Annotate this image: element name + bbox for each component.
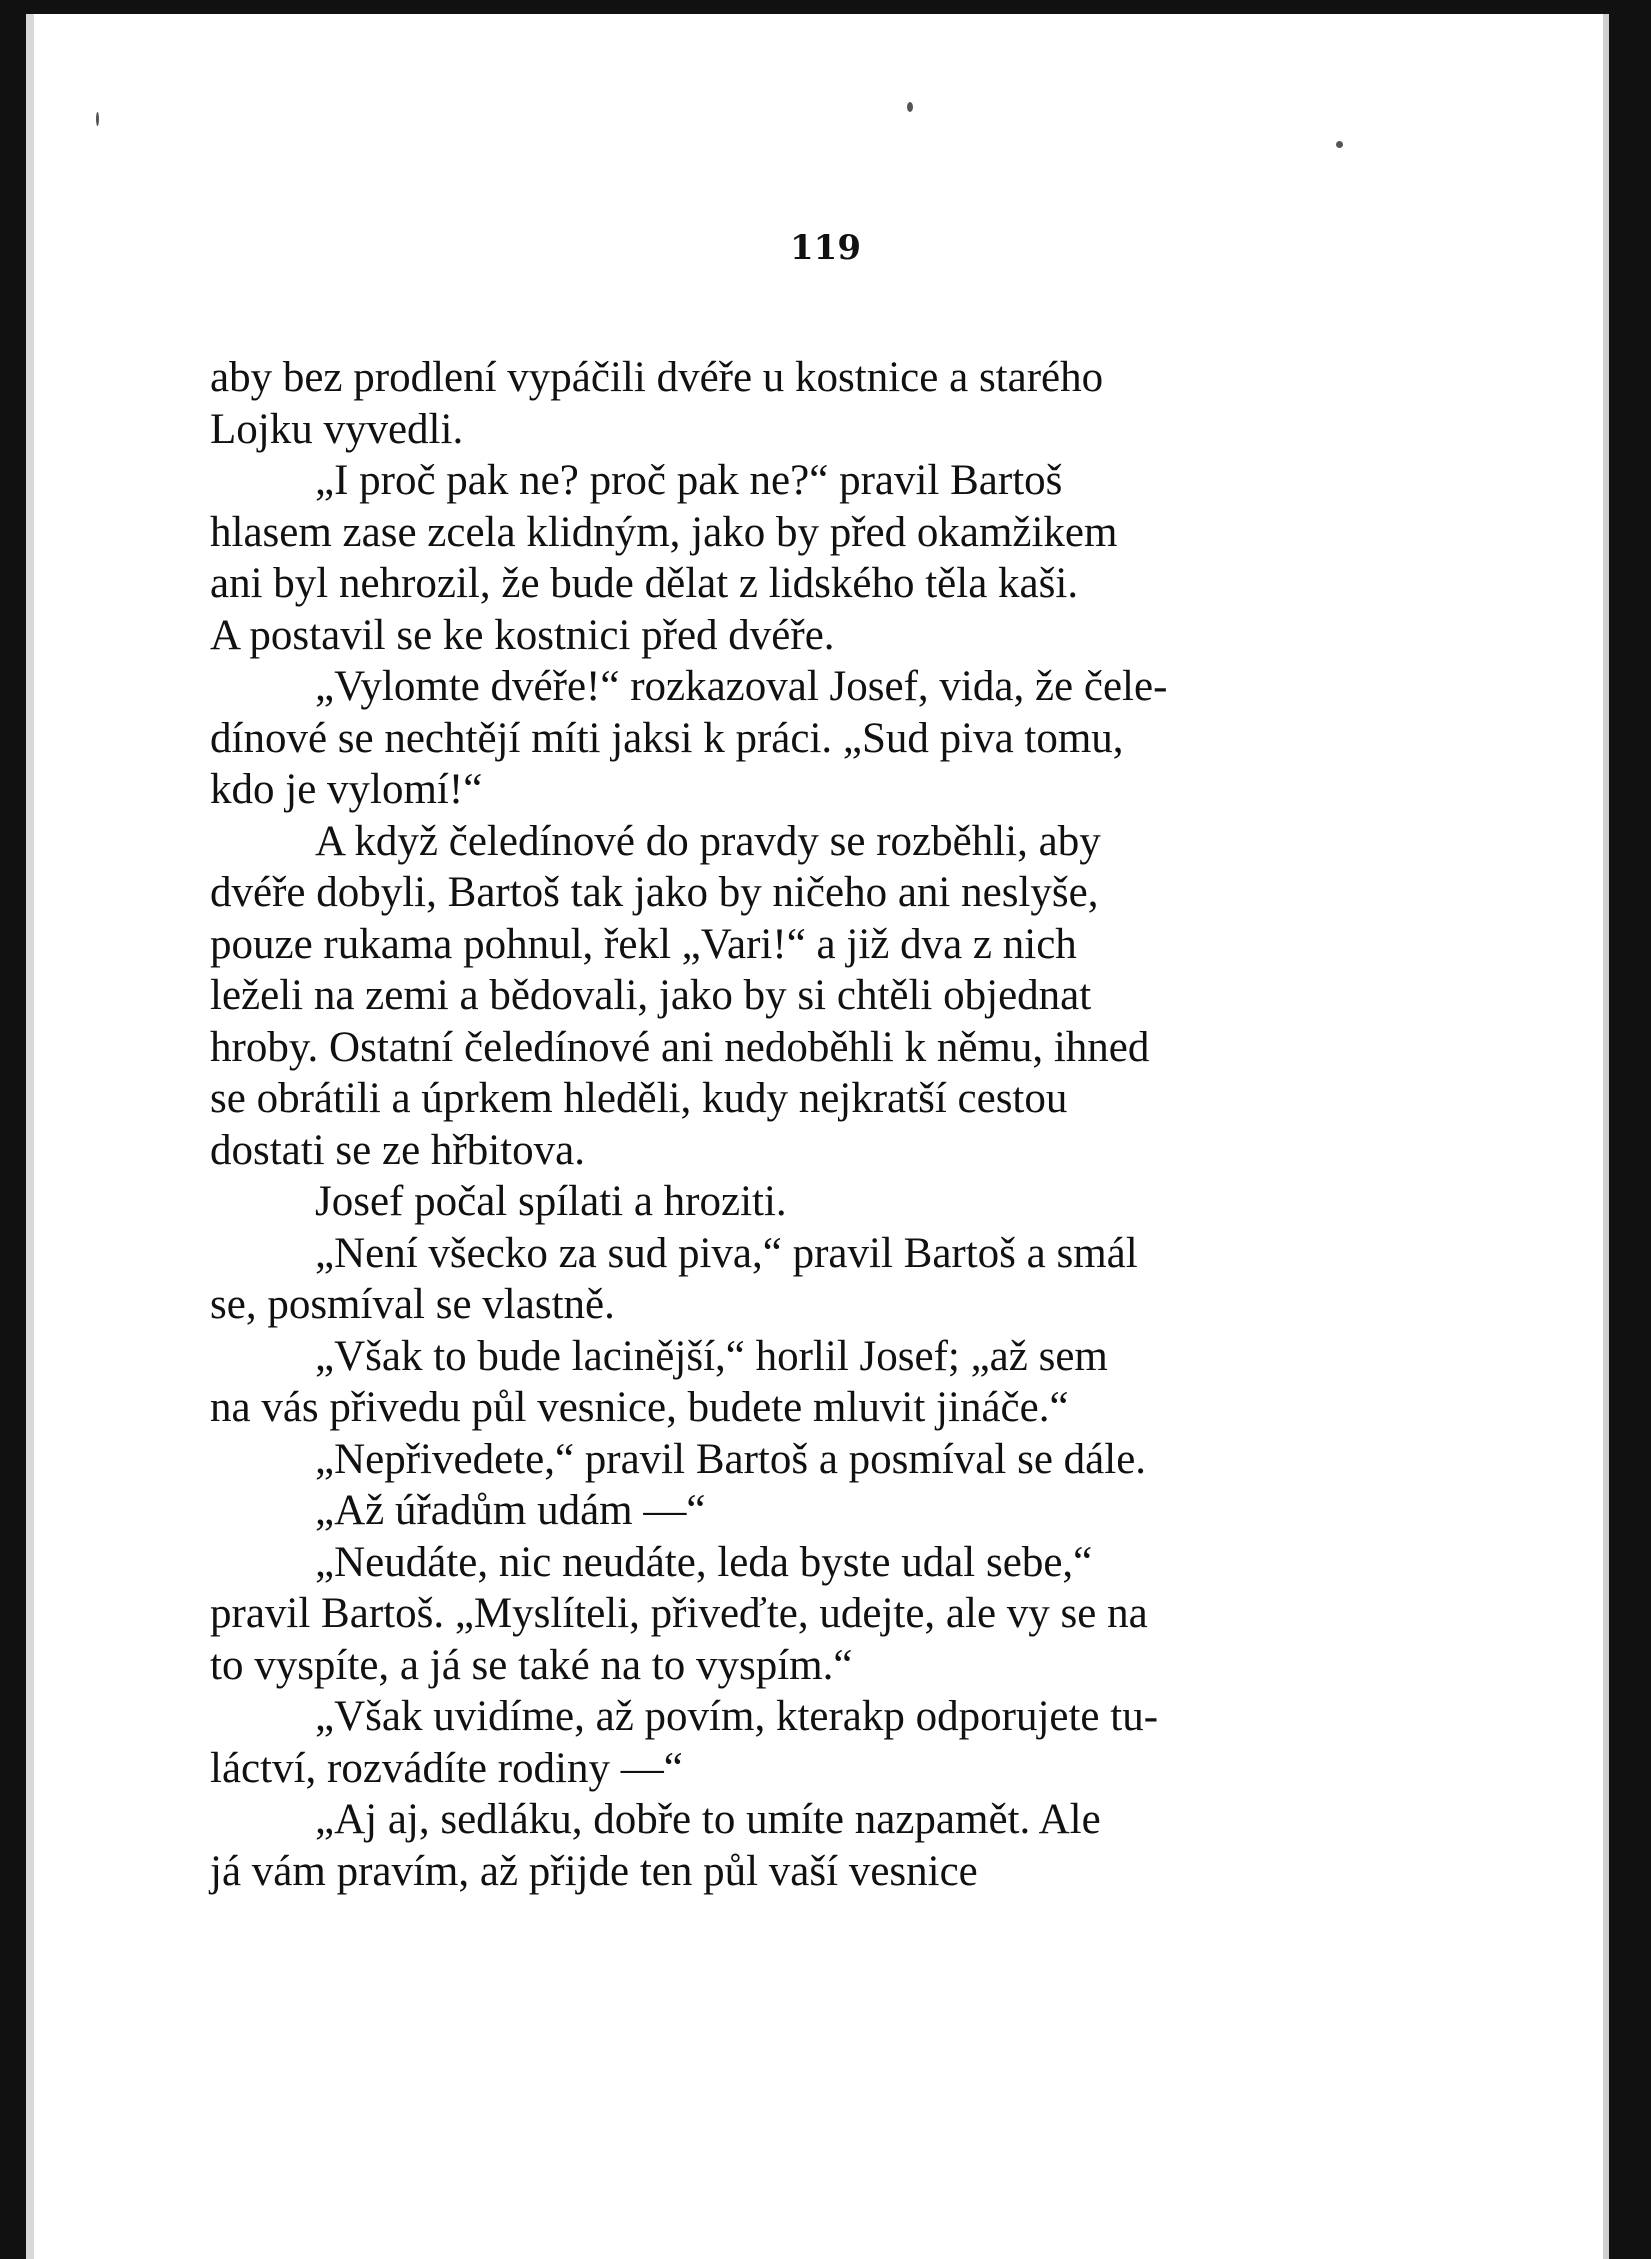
text-line: „Však to bude lacinější,“ horlil Josef; „až sem (315, 1332, 1108, 1380)
text-line: já vám pravím, až přijde ten půl vaší vesnice (210, 1847, 978, 1895)
paragraph (210, 1228, 1342, 1331)
text-line: hroby. Ostatní čeledínové ani nedoběhli k němu, ihned (210, 1023, 1150, 1071)
paragraph (210, 1794, 1342, 1897)
text-line: ani byl nehrozil, že bude dělat z lidského těla kaši. (210, 560, 1079, 607)
text-line: kdo je vylomí!“ (210, 766, 483, 813)
text-line: pouze rukama pohnul, řekl „Vari!“ a již dva z nich (210, 920, 1077, 968)
page-shadow-left (26, 14, 34, 2259)
text-line: aby bez prodlení vypáčili dvéře u kostnice a starého (210, 354, 1104, 401)
dust-speck (907, 102, 913, 112)
page-number: 119 (790, 228, 861, 268)
text-line: „Aj aj, sedláku, dobře to umíte nazpamět. Ale (315, 1796, 1101, 1843)
text-line: „Až úřadům udám —“ (315, 1487, 706, 1534)
text-line: „Není všecko za sud piva,“ pravil Bartoš a smál (315, 1229, 1138, 1277)
text-line: Lojku vyvedli. (210, 405, 464, 453)
text-line: láctví, rozvádíte rodiny —“ (210, 1744, 683, 1792)
text-line: dostati se ze hřbitova. (210, 1126, 585, 1174)
dust-speck (96, 112, 99, 126)
text-line: pravil Bartoš. „Myslíteli, přiveďte, udejte, ale vy se na (210, 1590, 1148, 1637)
text-line: „I proč pak ne? proč pak ne?“ pravil Bartoš (315, 457, 1063, 504)
text-line: na vás přivedu půl vesnice, budete mluvit jináče.“ (210, 1384, 1069, 1431)
text-line: se, posmíval se vlastně. (210, 1281, 615, 1328)
text-line: hlasem zase zcela klidným, jako by před okamžikem (210, 508, 1118, 556)
page-shadow-right (1603, 14, 1609, 2259)
text-line: „Vylomte dvéře!“ rozkazoval Josef, vida, že čele- (315, 663, 1168, 710)
text-line: „Však uvidíme, až povím, kterakp odporujete tu- (315, 1693, 1159, 1740)
scan-border-left (0, 0, 26, 2259)
body-text (210, 352, 1342, 1897)
paragraph (210, 1537, 1342, 1692)
paragraph (210, 1176, 1342, 1228)
paragraph (210, 661, 1342, 816)
paragraph (210, 1434, 1342, 1486)
text-line: A když čeledínové do pravdy se rozběhli, aby (315, 817, 1101, 865)
text-line: Josef počal spílati a hroziti. (315, 1178, 787, 1225)
text-line: dvéře dobyli, Bartoš tak jako by ničeho ani neslyše, (210, 869, 1099, 916)
text-line: „Nepřivedete,“ pravil Bartoš a posmíval se dále. (315, 1435, 1147, 1483)
text-line: dínové se nechtějí míti jaksi k práci. „Sud piva tomu, (210, 714, 1124, 762)
text-line: „Neudáte, nic neudáte, leda byste udal sebe,“ (315, 1538, 1093, 1586)
text-line: A postavil se ke kostnici před dvéře. (210, 611, 835, 659)
paragraph (210, 1331, 1342, 1434)
paragraph (210, 1485, 1342, 1537)
paragraph (210, 816, 1342, 1177)
paragraph (210, 455, 1342, 661)
scan-border-top (0, 0, 1651, 14)
text-line: se obrátili a úprkem hleděli, kudy nejkratší cestou (210, 1075, 1068, 1122)
paragraph (210, 1691, 1342, 1794)
text-line: to vyspíte, a já se také na to vyspím.“ (210, 1641, 853, 1689)
paragraph (210, 352, 1342, 455)
dust-speck (1336, 141, 1343, 148)
scan-border-right (1609, 0, 1651, 2259)
text-line: leželi na zemi a bědovali, jako by si chtěli objednat (210, 972, 1092, 1019)
